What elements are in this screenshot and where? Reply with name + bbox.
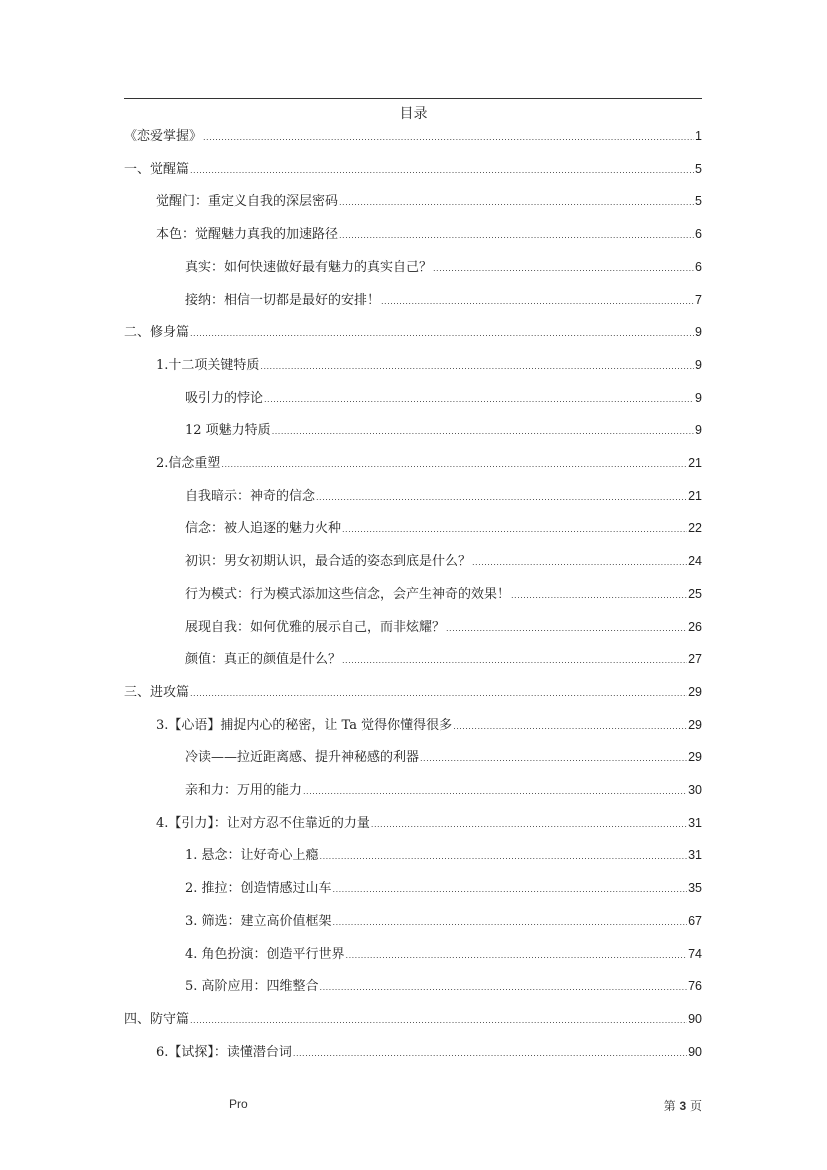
toc-dot-leader — [190, 160, 694, 182]
toc-dot-leader — [320, 977, 688, 999]
toc-entry-label: 3.【心语】捕捉内心的秘密，让 Ta 觉得你懂得很多 — [156, 717, 453, 733]
toc-entry-page: 30 — [688, 783, 702, 797]
toc-entry[interactable] — [185, 485, 702, 507]
toc-entry-page: 6 — [695, 259, 702, 274]
toc-dot-leader — [446, 618, 687, 640]
toc-entry[interactable] — [124, 1008, 702, 1030]
footer-page-number — [660, 1097, 702, 1114]
toc-entry-page: 74 — [688, 946, 702, 961]
toc-entry-page: 67 — [688, 913, 702, 928]
toc-entry-page: 9 — [695, 390, 702, 405]
toc-dot-leader — [190, 683, 687, 705]
toc-entry-label: 展现自我：如何优雅的展示自己，而非炫耀？ — [185, 619, 446, 635]
toc-entry-label: 2.信念重塑 — [156, 456, 221, 471]
toc-entry[interactable] — [185, 550, 702, 572]
toc-entry-label: 5. 高阶应用：四维整合 — [185, 979, 319, 995]
toc-dot-leader — [221, 454, 687, 476]
toc-entry[interactable] — [185, 844, 702, 866]
toc-entry[interactable] — [156, 812, 702, 834]
toc-entry-page: 31 — [688, 848, 702, 863]
toc-entry[interactable] — [156, 354, 702, 376]
header-rule — [124, 98, 702, 99]
toc-entry-page: 5 — [695, 194, 702, 209]
toc-entry-label: 3. 筛选：建立高价值框架 — [185, 913, 332, 929]
toc-entry-label: 接纳：相信一切都是最好的安排！ — [185, 292, 381, 308]
toc-entry[interactable] — [185, 746, 702, 768]
toc-entry-label: 本色：觉醒魅力真我的加速路径 — [156, 227, 339, 243]
toc-entry-label: 1. 悬念：让好奇心上瘾 — [185, 848, 319, 864]
toc-dot-leader — [511, 585, 687, 607]
toc-entry-page: 1 — [695, 129, 702, 143]
toc-entry-label: 2. 推拉：创造情感过山车 — [185, 881, 332, 897]
toc-entry[interactable] — [185, 616, 702, 638]
toc-entry[interactable] — [185, 648, 702, 670]
toc-entry-page: 9 — [695, 325, 702, 340]
toc-entry-page: 24 — [688, 554, 702, 569]
toc-entry-page: 90 — [688, 1044, 702, 1059]
toc-entry-page: 31 — [688, 815, 702, 830]
toc-entry[interactable] — [185, 419, 702, 441]
toc-entry-label: 一、觉醒篇 — [124, 161, 190, 177]
toc-entry-page: 5 — [695, 161, 702, 176]
toc-entry-label: 4.【引力】：让对方忍不住靠近的力量 — [156, 815, 370, 831]
toc-entry-label: 三、进攻篇 — [124, 684, 190, 700]
toc-dot-leader — [371, 814, 687, 836]
toc-dot-leader — [333, 879, 688, 901]
toc-entry[interactable] — [185, 256, 702, 278]
toc-dot-leader — [339, 192, 694, 214]
toc-entry-label: 四、防守篇 — [124, 1011, 190, 1027]
toc-dot-leader — [316, 487, 687, 509]
toc-dot-leader — [272, 421, 694, 443]
toc-entry[interactable] — [124, 321, 702, 343]
toc-entry[interactable] — [185, 910, 702, 932]
toc-dot-leader — [453, 716, 687, 738]
toc-entry-page: 29 — [688, 684, 702, 699]
toc-entry-label: 6.【试探】：读懂潜台词 — [156, 1044, 292, 1060]
toc-dot-leader — [381, 291, 694, 313]
toc-dot-leader — [346, 945, 688, 967]
toc-entry-page: 25 — [688, 586, 702, 601]
toc-entry[interactable] — [185, 387, 702, 409]
toc-dot-leader — [203, 127, 694, 149]
toc-dot-leader — [293, 1043, 687, 1065]
toc-entry-label: 亲和力：万用的能力 — [185, 783, 303, 798]
toc-entry-label: 吸引力的悖论 — [185, 390, 264, 406]
toc-entry[interactable] — [185, 877, 702, 899]
toc-entry[interactable] — [185, 583, 702, 605]
toc-entry-label: 觉醒门：重定义自我的深层密码 — [156, 194, 339, 210]
toc-entry-label: 信念：被人追逐的魅力火种 — [185, 521, 342, 537]
toc-entry[interactable] — [124, 158, 702, 180]
toc-dot-leader — [260, 356, 694, 378]
toc-dot-leader — [342, 519, 687, 541]
toc-entry[interactable] — [124, 125, 702, 147]
toc-entry-page: 6 — [695, 227, 702, 242]
toc-entry[interactable] — [156, 1041, 702, 1063]
toc-entry-label: 《恋爱掌握》 — [124, 129, 203, 144]
toc-entry-label: 真实：如何快速做好最有魅力的真实自己？ — [185, 259, 433, 275]
toc-dot-leader — [190, 323, 694, 345]
toc-entry[interactable] — [185, 517, 702, 539]
toc-entry-label: 自我暗示：神奇的信念 — [185, 488, 316, 504]
toc-dot-leader — [320, 846, 688, 868]
toc-entry[interactable] — [156, 714, 702, 736]
toc-entry[interactable] — [156, 452, 702, 474]
toc-entry[interactable] — [185, 289, 702, 311]
toc-entry-label: 1.十二项关键特质 — [156, 357, 260, 373]
toc-dot-leader — [472, 552, 687, 574]
toc-entry-page: 22 — [688, 521, 702, 536]
footer-page-suffix: 页 — [689, 1099, 702, 1113]
toc-entry-page: 29 — [688, 750, 702, 765]
toc-dot-leader — [433, 258, 694, 280]
toc-dot-leader — [342, 650, 687, 672]
toc-entry-label: 行为模式：行为模式添加这些信念，会产生神奇的效果！ — [185, 586, 511, 602]
toc-entry[interactable] — [185, 943, 702, 965]
toc-dot-leader — [190, 1010, 687, 1032]
toc-dot-leader — [333, 912, 688, 934]
toc-entry-page: 9 — [695, 357, 702, 372]
toc-entry-label: 初识：男女初期认识，最合适的姿态到底是什么？ — [185, 554, 472, 570]
footer-page-num: 3 — [679, 1099, 687, 1113]
toc-entry-label: 颜值：真正的颜值是什么？ — [185, 652, 342, 668]
toc-entry-page: 21 — [688, 488, 702, 503]
toc-entry[interactable] — [185, 975, 702, 997]
toc-entry-label: 12 项魅力特质 — [185, 423, 271, 439]
toc-entry-page: 26 — [688, 619, 702, 634]
toc-entry-page: 7 — [695, 292, 702, 307]
toc-dot-leader — [264, 389, 694, 411]
toc-dot-leader — [420, 748, 687, 770]
toc-dot-leader — [339, 225, 694, 247]
toc-entry-page: 9 — [695, 423, 702, 438]
footer-page-prefix: 第 — [663, 1099, 676, 1113]
toc-entry-page: 29 — [688, 717, 702, 732]
toc-entry-page: 76 — [688, 979, 702, 994]
toc-entry[interactable] — [124, 681, 702, 703]
toc-title: 目录 — [399, 106, 428, 122]
toc-entry-page: 35 — [688, 881, 702, 896]
toc-entry[interactable] — [185, 779, 702, 801]
toc-entry[interactable] — [156, 223, 702, 245]
toc-entry-label: 4. 角色扮演：创造平行世界 — [185, 946, 345, 962]
footer-left-text: Pro — [229, 1097, 248, 1111]
toc-dot-leader — [303, 781, 687, 803]
toc-entry-page: 21 — [688, 456, 702, 470]
toc-entry-page: 27 — [688, 652, 702, 667]
toc-entry[interactable] — [156, 190, 702, 212]
toc-entry-label: 二、修身篇 — [124, 325, 190, 341]
toc-entry-page: 90 — [688, 1011, 702, 1026]
toc-entry-label: 冷读——拉近距离感、提升神秘感的利器 — [185, 750, 420, 766]
